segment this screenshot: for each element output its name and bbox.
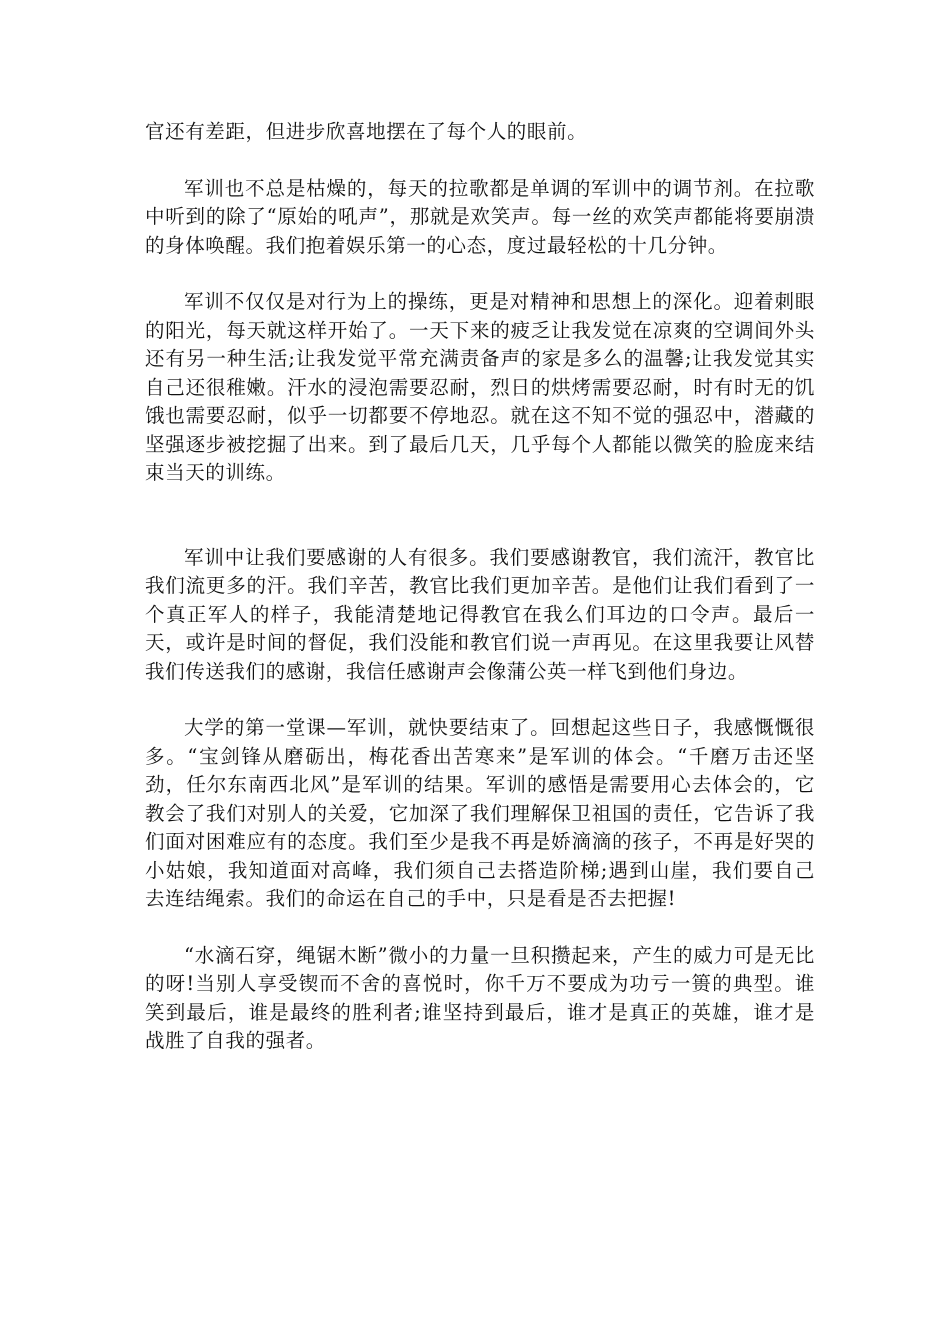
paragraph-continuation: 官还有差距，但进步欣喜地摆在了每个人的眼前。: [145, 120, 588, 143]
document-body: [145, 118, 815, 1084]
paragraph-perseverance: “水滴石穿，绳锯木断”微小的力量一旦积攒起来，产生的威力可是无比的呀!当别人享受锲而不舍的喜悦时，你千万不要成为功亏一篑的典型。谁笑到最后，谁是最终的胜利者;谁坚持到最后，谁才是真正的英雄，谁才是战胜了自我的强者。: [145, 943, 815, 1052]
paragraph-song-rallies: 军训也不总是枯燥的，每天的拉歌都是单调的军训中的调节剂。在拉歌中听到的除了“原始的吼声”，那就是欢笑声。每一丝的欢笑声都能将要崩溃的身体唤醒。我们抱着娱乐第一的心态，度过最轻松的十几分钟。: [145, 176, 815, 257]
paragraph-gratitude: 军训中让我们要感谢的人有很多。我们要感谢教官，我们流汗，教官比我们流更多的汗。我们辛苦，教官比我们更加辛苦。是他们让我们看到了一个真正军人的样子，我能清楚地记得教官在我么们耳边的口令声。最后一天，或许是时间的督促，我们没能和教官们说一声再见。在这里我要让风替我们传送我们的感谢，我信任感谢声会像蒲公英一样飞到他们身边。: [145, 545, 815, 683]
paragraph-reflection: 大学的第一堂课—军训，就快要结束了。回想起这些日子，我感慨慨很多。“宝剑锋从磨砺出，梅花香出苦寒来”是军训的体会。“千磨万击还坚劲，任尔东南西北风”是军训的结果。军训的感悟是需要用心去体会的，它教会了我们对别人的关爱，它加深了我们理解保卫祖国的责任，它告诉了我们面对困难应有的态度。我们至少是我不再是娇滴滴的孩子，不再是好哭的小姑娘，我知道面对高峰，我们须自己去搭造阶梯;遇到山崖，我们要自己去连结绳索。我们的命运在自己的手中，只是看是否去把握!: [145, 716, 815, 910]
paragraph-endurance: 军训不仅仅是对行为上的操练，更是对精神和思想上的深化。迎着刺眼的阳光，每天就这样开始了。一天下来的疲乏让我发觉在凉爽的空调间外头还有另一种生活;让我发觉平常充满责备声的家是多么的温馨;让我发觉其实自己还很稚嫩。汗水的浸泡需要忍耐，烈日的烘烤需要忍耐，时有时无的饥饿也需要忍耐，似乎一切都要不停地忍。就在这不知不觉的强忍中，潜藏的坚强逐步被挖掘了出来。到了最后几天，几乎每个人都能以微笑的脸庞来结束当天的训练。: [145, 290, 815, 484]
